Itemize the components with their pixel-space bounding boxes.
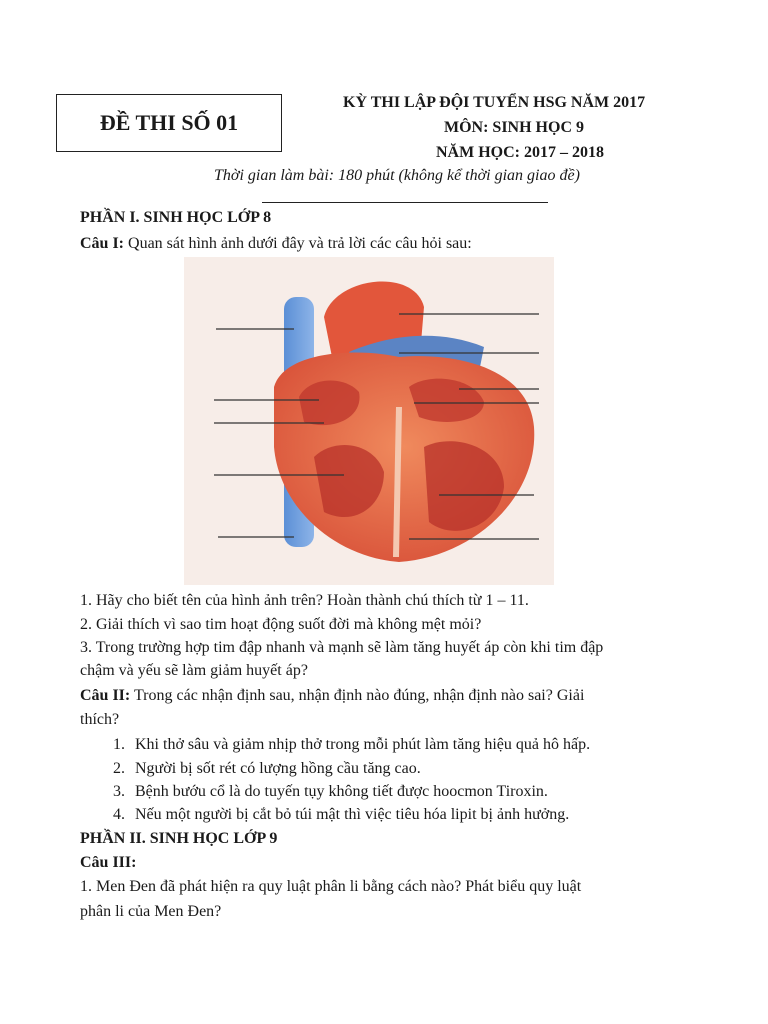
q2-statement xyxy=(113,736,590,754)
q1-item-1: 1. Hãy cho biết tên của hình ảnh trên? Hoàn thành chú thích từ 1 – 11. xyxy=(80,592,529,609)
q3-item-1-cont: phân li của Men Đen? xyxy=(80,903,222,920)
exam-title: KỲ THI LẬP ĐỘI TUYỂN HSG NĂM 2017 xyxy=(343,94,646,111)
subject: MÔN: SINH HỌC 9 xyxy=(444,119,584,136)
q2-statement xyxy=(113,783,548,801)
question-1-text: Quan sát hình ảnh dưới đây và trả lời các câu hỏi sau: xyxy=(124,235,472,252)
q1-item-2: 2. Giải thích vì sao tim hoạt động suốt đời mà không mệt mỏi? xyxy=(80,616,482,633)
q3-item-1: 1. Men Đen đã phát hiện ra quy luật phân li bằng cách nào? Phát biểu quy luật xyxy=(80,878,582,895)
question-2-prompt xyxy=(80,687,584,705)
time-note: Thời gian làm bài: 180 phút (không kể thời gian giao đề) xyxy=(214,167,580,184)
q2-statement-number: 4. xyxy=(113,806,125,823)
q2-statement xyxy=(113,806,569,824)
q2-statement-number: 1. xyxy=(113,736,125,753)
question-1-label: Câu I: xyxy=(80,235,125,252)
q1-item-3: 3. Trong trường hợp tim đập nhanh và mạnh sẽ làm tăng huyết áp còn khi tim đập xyxy=(80,639,604,656)
question-3-label: Câu III: xyxy=(80,854,137,871)
q2-statement-number: 3. xyxy=(113,783,125,800)
heart-diagram xyxy=(184,257,554,585)
header-divider xyxy=(262,202,548,203)
question-2-text-cont: thích? xyxy=(80,711,120,728)
q2-statement-text: Bệnh bướu cổ là do tuyến tụy không tiết được hoocmon Tiroxin. xyxy=(135,783,548,800)
q2-statement-number: 2. xyxy=(113,760,125,777)
q2-statement-text: Khi thở sâu và giảm nhịp thở trong mỗi phút làm tăng hiệu quả hô hấp. xyxy=(135,736,591,753)
part1-heading: PHẦN I. SINH HỌC LỚP 8 xyxy=(80,209,272,226)
question-2-label: Câu II: xyxy=(80,687,131,704)
exam-code: ĐỀ THI SỐ 01 xyxy=(99,110,239,135)
q2-statement xyxy=(113,760,421,778)
part2-heading: PHẦN II. SINH HỌC LỚP 9 xyxy=(80,830,278,847)
question-1-prompt xyxy=(80,235,472,253)
exam-code-box xyxy=(56,94,282,152)
q1-item-3-cont: chậm và yếu sẽ làm giảm huyết áp? xyxy=(80,662,308,679)
question-2-text: Trong các nhận định sau, nhận định nào đúng, nhận định nào sai? Giải xyxy=(130,687,585,704)
q2-statement-text: Người bị sốt rét có lượng hồng cầu tăng cao. xyxy=(135,760,421,777)
q2-statement-text: Nếu một người bị cắt bỏ túi mật thì việc tiêu hóa lipit bị ảnh hưởng. xyxy=(135,806,570,823)
school-year: NĂM HỌC: 2017 – 2018 xyxy=(436,144,604,161)
septum-shape xyxy=(396,407,399,557)
